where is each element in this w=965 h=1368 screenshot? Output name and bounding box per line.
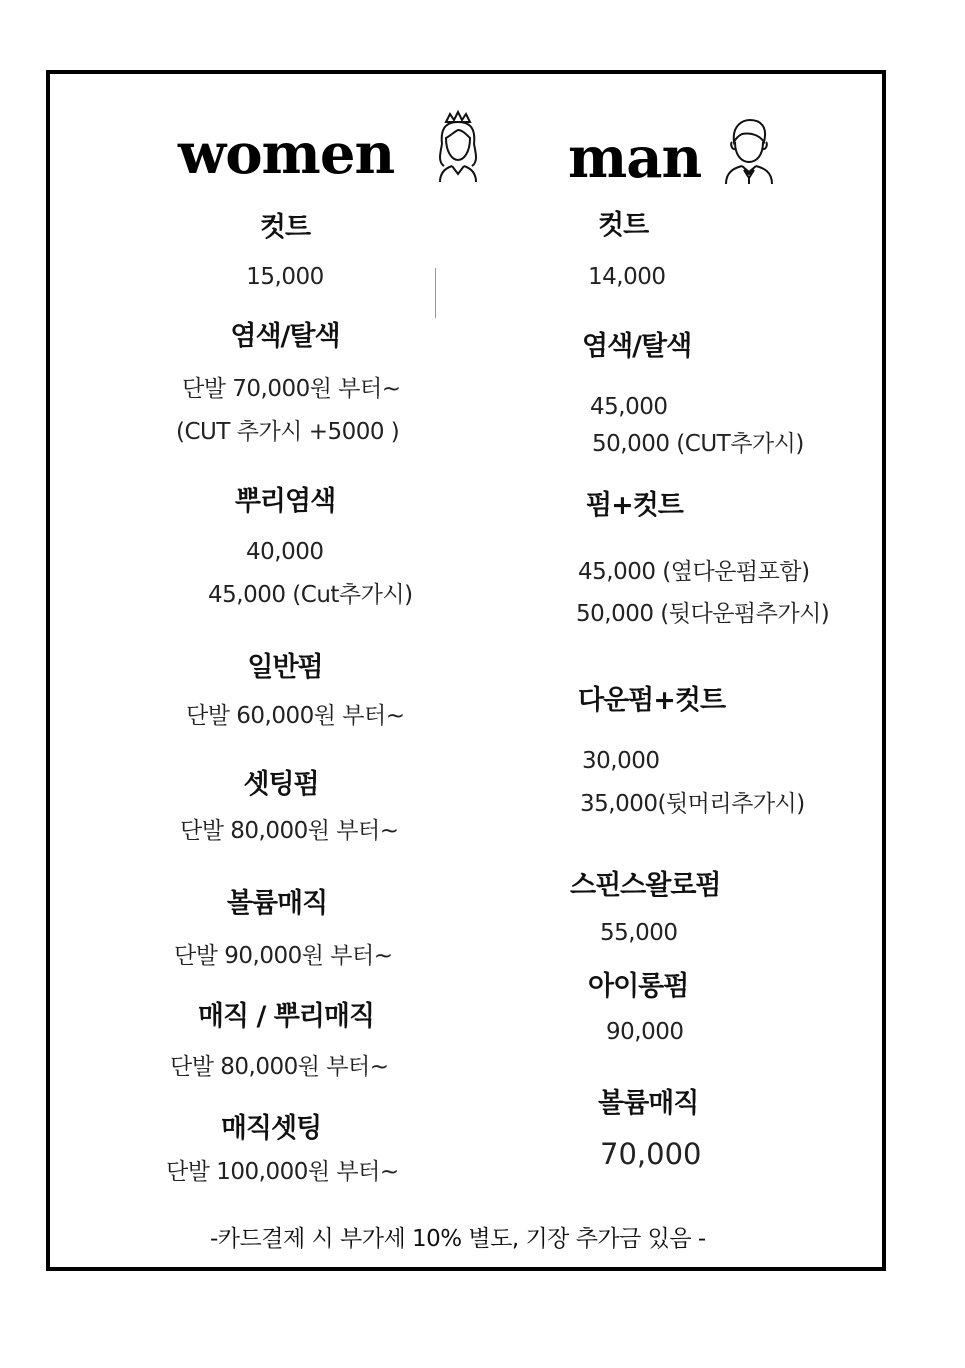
- man-item-name: 염색/탈색: [582, 331, 692, 362]
- women-item-name: 염색/탈색: [230, 321, 340, 352]
- man-item-price: 70,000: [600, 1137, 702, 1171]
- women-item-price: 40,000: [246, 539, 324, 565]
- man-item-name: 아이롱펌: [588, 971, 689, 1002]
- menu-frame: [46, 70, 886, 1271]
- women-item-price: 단발 80,000원 부터~: [180, 818, 399, 844]
- man-item-price: 14,000: [588, 264, 666, 290]
- man-item-price: 30,000: [582, 748, 660, 774]
- man-item-price: 45,000 (옆다운펌포함): [578, 559, 810, 585]
- man-item-name: 컷트: [598, 210, 649, 241]
- women-item-name: 셋팅펌: [243, 769, 319, 800]
- man-item-price: 35,000(뒷머리추가시): [580, 791, 805, 817]
- women-item-price: 단발 100,000원 부터~: [166, 1159, 399, 1185]
- women-item-name: 뿌리염색: [234, 486, 336, 517]
- footer-note: -카드결제 시 부가세 10% 별도, 기장 추가금 있음 -: [210, 1226, 706, 1252]
- man-item-price: 45,000: [590, 394, 668, 420]
- women-item-name: 볼륨매직: [226, 888, 328, 919]
- man-item-name: 볼륨매직: [598, 1088, 699, 1119]
- man-item-name: 스핀스왈로펌: [570, 870, 721, 901]
- man-avatar-icon: [722, 114, 776, 184]
- women-item-price: 단발 90,000원 부터~: [174, 943, 393, 969]
- women-item-name: 컷트: [259, 212, 311, 243]
- man-item-name: 다운펌+컷트: [578, 685, 726, 716]
- women-item-name: 매직셋팅: [220, 1113, 322, 1144]
- man-item-price: 90,000: [606, 1019, 684, 1045]
- women-item-name: 매직 / 뿌리매직: [197, 1001, 375, 1032]
- women-item-price: (CUT 추가시 +5000 ): [176, 419, 400, 445]
- man-item-price: 50,000 (CUT추가시): [592, 431, 804, 457]
- women-item-price: 15,000: [246, 264, 324, 290]
- women-heading: women: [178, 121, 395, 187]
- women-item-price: 단발 80,000원 부터~: [170, 1054, 389, 1080]
- man-item-price: 55,000: [600, 920, 678, 946]
- woman-avatar-icon: [432, 108, 484, 182]
- women-item-price: 45,000 (Cut추가시): [208, 582, 413, 608]
- column-divider: [435, 268, 436, 318]
- women-item-price: 단발 60,000원 부터~: [186, 703, 405, 729]
- women-item-name: 일반펌: [247, 652, 323, 683]
- man-item-name: 펌+컷트: [586, 490, 683, 521]
- women-item-price: 단발 70,000원 부터~: [182, 376, 401, 402]
- man-item-price: 50,000 (뒷다운펌추가시): [576, 601, 830, 627]
- man-heading: man: [568, 125, 702, 191]
